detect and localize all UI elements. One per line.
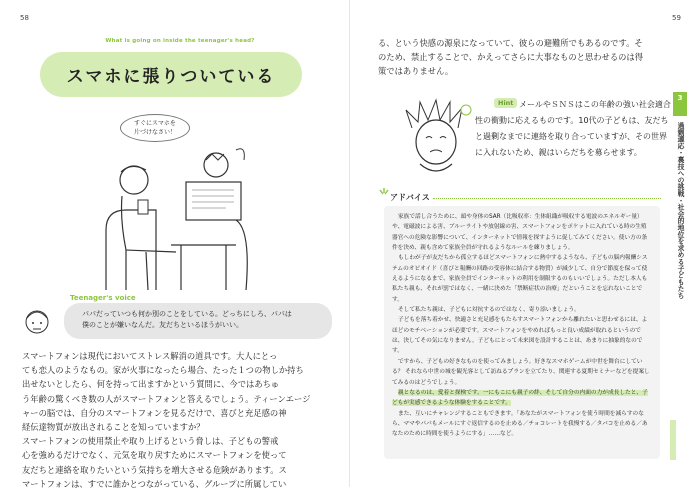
page-number-right: 59 — [672, 14, 681, 22]
body-line: スマートフォンの使用禁止や取り上げるという脅しは、子どもの警戒 — [22, 436, 279, 447]
title-box — [40, 52, 302, 97]
voice-quote — [64, 303, 332, 339]
right-page — [350, 0, 700, 487]
advice-paragraph — [392, 388, 652, 409]
body-line: 友だちと連絡を取りたいという気持ちを増大させる危険があります。ス — [22, 464, 287, 475]
left-body-text — [22, 349, 334, 491]
body-line: のため、禁止することで、かえってさらに大事なものと思わせるのは得 — [378, 52, 644, 63]
sparkle-icon — [378, 188, 390, 202]
body-line: スマートフォンは現代においてストレス解消の道具です。大人にとっ — [22, 351, 278, 361]
body-line: 策ではありません。 — [378, 66, 454, 77]
left-page — [0, 0, 350, 487]
advice-paragraph: ですから、子どもの好きなものを使ってみましょう。好きなスマホゲームが中世を舞台にしている？ それなら中世の城を観光客として訪ねるプランを立てたり、関連する夏期セミナーなどを提案してみるのはどうでしょう。 — [392, 358, 650, 386]
body-line: マートフォンは、すでに誰かとつながっている、グループに所属してい — [22, 478, 287, 489]
chapter-subtitle: What is going on inside the teenager's head? — [105, 38, 255, 44]
page-number-left: 58 — [20, 14, 29, 22]
advice-header — [378, 188, 668, 204]
hint-tag: Hint — [494, 98, 517, 108]
chapter-number: 3 — [673, 92, 687, 116]
teen-face-icon — [22, 304, 52, 338]
advice-label: アドバイス — [390, 193, 430, 202]
hint-text: メールやＳＮＳはこの年齢の強い社会適合性の衝動に応えるものです。10代の子どもは、友だちと過剰なまでに連絡を取り合っていますが、その世界に入れないため、親はいらだちを募らせます。 — [475, 100, 671, 157]
chapter-title-vertical: 過剰適応・裏技への挑戦・社会的地位を求める子どもたち — [676, 122, 684, 299]
advice-paragraph: もしわが子が友だちから孤立するほどスマートフォンに熱中するようなら、子どもの脳内報酬システムのオピオイド（喜びと報酬の回路の受容体に結合する物質）が減少して、自分で節度を保って使えるようになるまで、家族全員でインターネットの利用を制限するのもいいでしょう。ただし本人も私たち親も、それが罰ではなく、一緒に決めた「禁断症状の治療」だということを忘れないことです。 — [392, 255, 648, 303]
advice-box — [384, 206, 660, 459]
voice-line-1: パパだっていつも何か別のことをしている。どっちにしろ、パパは — [82, 310, 292, 318]
advice-paragraph: 家族で話し合うために、頭や身体のSAR（比吸収率：生体組織が吸収する電波のエネルギー量）や、電磁波による害、ブルーライトや放射線の害、スマートフォンをポケットに入れている時の生殖器官への危険な影響について、インターネットで情報を探すように促してみてください。使い方の条件を決め、親も含めて家族全員が守れるようなルールを練りましょう。 — [392, 214, 648, 252]
advice-paragraph: 子どもを落ち着かせ、快適さと充足感をもたらすスマートフォンから離れたいと思わせるには、よほどのモチベーションが必要です。スマートフォンをやめればもっと良い成績が取れるというのでは、決してその気になりません。子どもにとって未来図を設計することは、あまりに抽象的なのです。 — [392, 317, 648, 355]
speech-line-1: すぐにスマホを — [134, 120, 176, 127]
page-edge-tab — [670, 420, 676, 460]
body-line: う年齢の驚くべき数の人がスマートフォンと答えるでしょう。ティーンエージ — [22, 393, 311, 404]
frazzled-parent-illustration — [402, 98, 474, 182]
page-title: スマホに張りついている — [66, 67, 276, 87]
body-line: ャーの脳では、自分のスマートフォンを見るだけで、喜びと充足感の神 — [22, 407, 287, 418]
body-line: 経伝達物質が放出されることを知っていますか？ — [22, 422, 205, 433]
teenager-voice-section — [22, 294, 334, 354]
body-line: ても恋人のようなもの。家が火事になったら場合、たった１つの物しか持ち — [22, 365, 304, 376]
body-line: 出せないとしたら、何を持って出ますかという質問に、今ではあちゅ — [22, 379, 280, 390]
advice-divider — [433, 198, 661, 199]
advice-paragraph: また、互いにチャレンジすることもできます。「あなたがスマートフォンを使う時間を減らすのなら、ママやパパもメールにすぐ返信するのを止める／チョコレートを我慢する／タバコを止める／あなたのために時間を使うようにする」……など。 — [392, 410, 648, 438]
body-line: 心を強めるだけでなく、元気を取り戻すためにスマートフォンを使って — [22, 450, 287, 461]
father-son-illustration — [86, 140, 266, 295]
chapter-sidebar — [670, 92, 694, 382]
speech-line-2: 片づけなさい！ — [133, 128, 176, 136]
voice-label: Teenager's voice — [70, 294, 136, 302]
speech-bubble — [120, 114, 190, 142]
highlighted-advice: 親となるのは、愛着と探検です。一にもこにも親子の絆、そして自分の内面の力が成長したと、子どもが実感できるような体験をすることです。 — [392, 389, 648, 407]
advice-paragraph: そして私たち親は、子どもに対抗するのではなく、寄り添いましょう。 — [398, 307, 580, 314]
voice-line-2: 僕のことが嫌いなんだ。友だちといるほうがいい。 — [82, 321, 243, 329]
right-body-text — [378, 36, 660, 79]
body-line: る、という快感の源泉になっていて、彼らの避難所でもあるのです。そ — [378, 38, 643, 48]
